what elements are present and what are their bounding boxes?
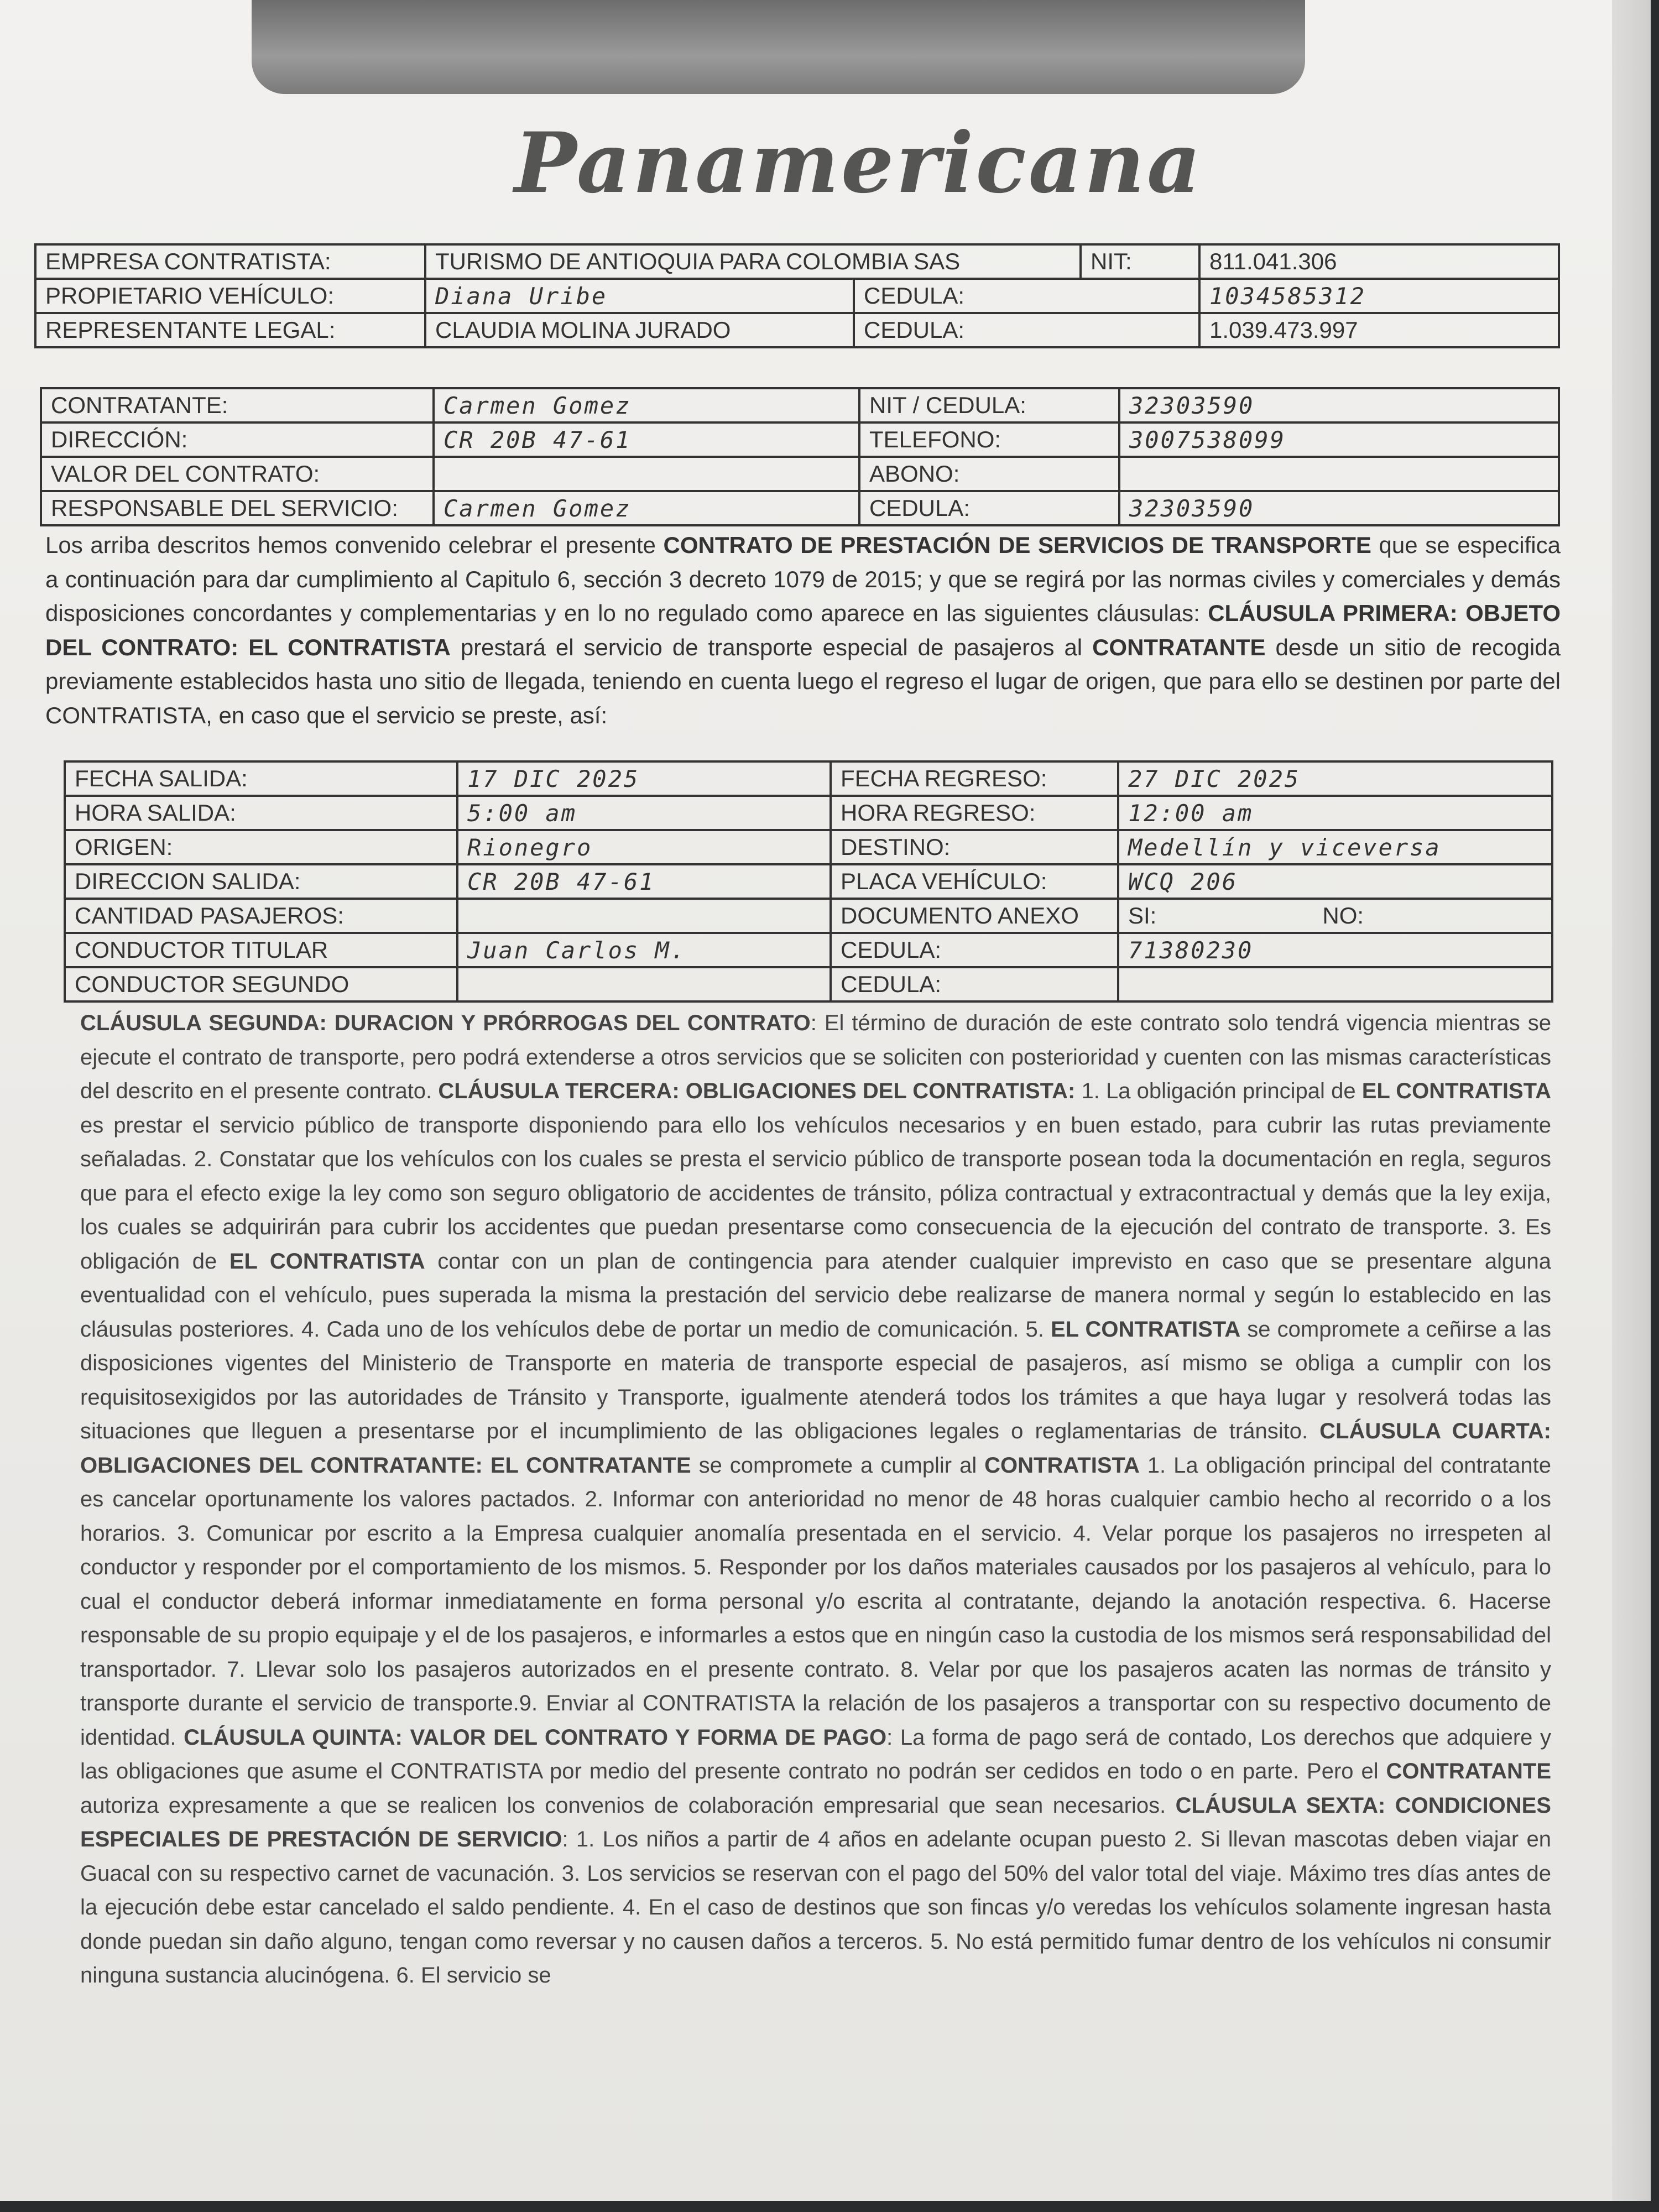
abono-label: ABONO:: [859, 457, 1119, 491]
direccion-value: CR 20B 47-61: [434, 422, 859, 457]
fecha-salida-label: FECHA SALIDA:: [65, 761, 457, 796]
trip-details-table: [64, 760, 1553, 1003]
table-row: [41, 422, 1559, 457]
empresa-value: TURISMO DE ANTIOQUIA PARA COLOMBIA SAS: [425, 244, 1081, 279]
table-row: [41, 388, 1559, 422]
intro-text: Los arriba descritos hemos convenido celebrar el presente: [45, 532, 664, 558]
clause-text: se compromete a ceñirse a las disposiciones vigentes del Ministerio de Transporte en materia de transporte especial de pasajeros, así mismo se obliga a cumplir con los requisitosexigidos por las autoridades de Tránsito y Transporte, igualmente atenderá todos los trámites a que haya lugar y resolverá todas las situaciones que lleguen a presentarse por el incumplimiento de las obligaciones legales o reglamentarias de tránsito.: [80, 1317, 1551, 1443]
direccion-salida-value: CR 20B 47-61: [457, 864, 831, 899]
responsable-cedula: 32303590: [1119, 491, 1559, 525]
clause-text: : La forma de pago será de contado, Los derechos que adquiere y las obligaciones que asume el CONTRATISTA por medio del presente contrato no podrán ser cedidos en todo o en parte. Pero el: [80, 1725, 1551, 1783]
hora-salida-label: HORA SALIDA:: [65, 796, 457, 830]
table-row: [65, 830, 1552, 864]
contratante-label: CONTRATANTE:: [41, 388, 434, 422]
valor-label: VALOR DEL CONTRATO:: [41, 457, 434, 491]
documento-anexo-options: [1118, 899, 1552, 933]
responsable-value: Carmen Gomez: [434, 491, 859, 525]
clause-bold: EL CONTRATISTA: [1050, 1317, 1241, 1342]
clause-text: autoriza expresamente a que se realicen los convenios de colaboración empresarial que sean necesarios.: [80, 1793, 1176, 1818]
clause-text: se compromete a cumplir al: [691, 1453, 985, 1478]
cedula-label: CEDULA:: [831, 933, 1118, 967]
table-row: [41, 491, 1559, 525]
cantidad-pasajeros-value: [457, 899, 831, 933]
representante-cedula: 1.039.473.997: [1199, 313, 1559, 347]
cantidad-pasajeros-label: CANTIDAD PASAJEROS:: [65, 899, 457, 933]
conductor-segundo-value: [457, 967, 831, 1001]
clauses-body: [80, 1006, 1551, 1993]
clause-bold: EL CONTRATISTA: [1361, 1079, 1551, 1103]
company-info-table: [34, 243, 1560, 348]
telefono-label: TELEFONO:: [859, 422, 1119, 457]
conductor-cedula: 71380230: [1118, 933, 1552, 967]
cedula-label: CEDULA:: [854, 313, 1199, 347]
placa-label: PLACA VEHÍCULO:: [831, 864, 1118, 899]
table-row: [65, 933, 1552, 967]
direccion-label: DIRECCIÓN:: [41, 422, 434, 457]
destino-label: DESTINO:: [831, 830, 1118, 864]
clause-text: 1. La obligación principal del contratante es cancelar oportunamente los valores pactados. 2. Informar con anterioridad no menor de 48 horas cualquier cambio hecho al recorrido o a los horarios. 3. Comunicar por escrito a la Empresa cualquier anomalía presentada en el servicio. 4. Velar porque los pasajeros no irrespeten al conductor y responder por el comportamiento de los mismos. 5. Responder por los daños materiales causados por los pasajeros al vehículo, para lo cual el conductor deberá informar inmediatamente en forma personal y/o escrita al contratante, dejando la anotación respectiva. 6. Hacerse responsable de su propio equipaje y el de los pasajeros, e informarles a estos que en ningún caso la custodia de los mismos será responsabilidad del transportador. 7. Llevar solo los pasajeros autorizados en el presente contrato. 8. Velar por que los pasajeros acaten las normas de tránsito y transporte durante el servicio de transporte.9. Enviar al CONTRATISTA la relación de los pasajeros a transportar con su respectivo documento de identidad.: [80, 1453, 1551, 1750]
nit-cedula-value: 32303590: [1119, 388, 1559, 422]
propietario-cedula: 1034585312: [1199, 279, 1559, 313]
clause-text: contar con un plan de contingencia para atender cualquier imprevisto en caso que se presentare alguna eventualidad con el vehículo, pues superada la misma la prestación del servicio debe realizarse de manera normal y según lo establecido en las cláusulas posteriores. 4. Cada uno de los vehículos debe de portar un medio de comunicación. 5.: [80, 1249, 1551, 1342]
table-row: [65, 761, 1552, 796]
cedula-label: CEDULA:: [859, 491, 1119, 525]
documento-anexo-label: DOCUMENTO ANEXO: [831, 899, 1118, 933]
responsable-label: RESPONSABLE DEL SERVICIO:: [41, 491, 434, 525]
clipboard-clip: [252, 0, 1305, 94]
intro-text: que se especifica a continuación para dar cumplimiento al Capitulo 6, sección 3 decreto 1079 de 2015; y que se regirá por las normas civiles y comerciales y demás disposiciones concordantes y complementarias y en lo no regulado como aparece en las siguientes cláusulas:: [45, 532, 1561, 626]
client-info-table: [40, 387, 1560, 526]
table-row: [41, 457, 1559, 491]
intro-bold: CONTRATANTE: [1092, 634, 1266, 660]
table-row: [65, 796, 1552, 830]
propietario-value: Diana Uribe: [425, 279, 854, 313]
clause-heading: CLÁUSULA QUINTA: VALOR DEL CONTRATO Y FORMA DE PAGO: [184, 1725, 887, 1750]
destino-value: Medellín y viceversa: [1118, 830, 1552, 864]
clause-bold: EL CONTRATISTA: [229, 1249, 425, 1274]
fecha-salida-value: 17 DIC 2025: [457, 761, 831, 796]
clause-heading: CLÁUSULA PRIMERA: OBJETO DEL CONTRATO: EL CONTRATISTA: [45, 600, 1561, 660]
clause-text: : El término de duración de este contrato solo tendrá vigencia mientras se ejecute el contrato de transporte, pero podrá extenderse a otros servicios que se soliciten con posterioridad y cuenten con las mismas características del descrito en el presente contrato.: [80, 1011, 1551, 1103]
intro-text: desde un sitio de recogida previamente establecidos hasta uno sitio de llegada, teniendo en cuenta luego el regreso el lugar de origen, que para ello se destinen por parte del CONTRATISTA, en caso que el servicio se preste, así:: [45, 634, 1561, 728]
nit-label: NIT:: [1081, 244, 1199, 279]
si-label: SI:: [1128, 902, 1157, 928]
conductor-titular-label: CONDUCTOR TITULAR: [65, 933, 457, 967]
paper-edge: [1612, 0, 1651, 2201]
contratante-value: Carmen Gomez: [434, 388, 859, 422]
table-row: [65, 899, 1552, 933]
conductor-segundo-label: CONDUCTOR SEGUNDO: [65, 967, 457, 1001]
fecha-regreso-value: 27 DIC 2025: [1118, 761, 1552, 796]
nit-cedula-label: NIT / CEDULA:: [859, 388, 1119, 422]
clause-bold: CONTRATISTA: [984, 1453, 1140, 1478]
company-logo: Panamericana: [514, 114, 1203, 212]
hora-salida-value: 5:00 am: [457, 796, 831, 830]
table-row: [35, 244, 1559, 279]
clause-text: : 1. Los niños a partir de 4 años en adelante ocupan puesto 2. Si llevan mascotas deben viajar en Guacal con su respectivo carnet de vacunación. 3. Los servicios se reservan con el pago del 50% del valor total del viaje. Máximo tres días antes de la ejecución debe estar cancelado el saldo pendiente. 4. En el caso de destinos que son fincas y/o veredas los vehículos solamente ingresan hasta donde puedan sin daño alguno, tengan como reversar y no causen daños a terceros. 5. No está permitido fumar dentro de los vehículos ni consumir ninguna sustancia alucinógena. 6. El servicio se: [80, 1827, 1552, 1987]
clause-heading: CLÁUSULA SEXTA: CONDICIONES ESPECIALES DE PRESTACIÓN DE SERVICIO: [80, 1793, 1551, 1851]
conductor-segundo-cedula: [1118, 967, 1552, 1001]
cedula-label: CEDULA:: [854, 279, 1199, 313]
hora-regreso-label: HORA REGRESO:: [831, 796, 1118, 830]
fecha-regreso-label: FECHA REGRESO:: [831, 761, 1118, 796]
representante-value: CLAUDIA MOLINA JURADO: [425, 313, 854, 347]
placa-value: WCQ 206: [1118, 864, 1552, 899]
representante-label: REPRESENTANTE LEGAL:: [35, 313, 425, 347]
clause-bold: CONTRATANTE: [1386, 1759, 1551, 1783]
table-row: [65, 967, 1552, 1001]
clause-heading: CLÁUSULA TERCERA: OBLIGACIONES DEL CONTRATISTA:: [438, 1079, 1076, 1103]
origen-label: ORIGEN:: [65, 830, 457, 864]
table-row: [35, 279, 1559, 313]
table-row: [35, 313, 1559, 347]
direccion-salida-label: DIRECCION SALIDA:: [65, 864, 457, 899]
telefono-value: 3007538099: [1119, 422, 1559, 457]
conductor-titular-value: Juan Carlos M.: [457, 933, 831, 967]
intro-text: prestará el servicio de transporte especial de pasajeros al: [450, 634, 1093, 660]
table-row: [65, 864, 1552, 899]
origen-value: Rionegro: [457, 830, 831, 864]
no-label: NO:: [1322, 902, 1364, 928]
intro-bold: CONTRATO DE PRESTACIÓN DE SERVICIOS DE TRANSPORTE: [663, 532, 1371, 558]
abono-value: [1119, 457, 1559, 491]
empresa-label: EMPRESA CONTRATISTA:: [35, 244, 425, 279]
intro-paragraph: [45, 528, 1561, 732]
clause-text: es prestar el servicio público de transporte disponiendo para ello los vehículos necesarios y en buen estado, para cubrir las rutas previamente señaladas. 2. Constatar que los vehículos con los cuales se presta el servicio público de transporte posean toda la documentación en regla, seguros que para el efecto exige la ley como son seguro obligatorio de accidentes de tránsito, póliza contractual y extracontractual y demás que la ley exija, los cuales se adquirirán para cubrir los accidentes que puedan presentarse como consecuencia de la ejecución del contrato de transporte. 3. Es obligación de: [80, 1113, 1551, 1274]
propietario-label: PROPIETARIO VEHÍCULO:: [35, 279, 425, 313]
cedula-label: CEDULA:: [831, 967, 1118, 1001]
hora-regreso-value: 12:00 am: [1118, 796, 1552, 830]
clause-heading: CLÁUSULA SEGUNDA: DURACION Y PRÓRROGAS DEL CONTRATO: [80, 1011, 811, 1035]
clause-heading: CLÁUSULA CUARTA: OBLIGACIONES DEL CONTRATANTE: EL CONTRATANTE: [80, 1419, 1551, 1478]
clause-text: 1. La obligación principal de: [1075, 1079, 1362, 1103]
nit-value: 811.041.306: [1199, 244, 1559, 279]
valor-value: [434, 457, 859, 491]
